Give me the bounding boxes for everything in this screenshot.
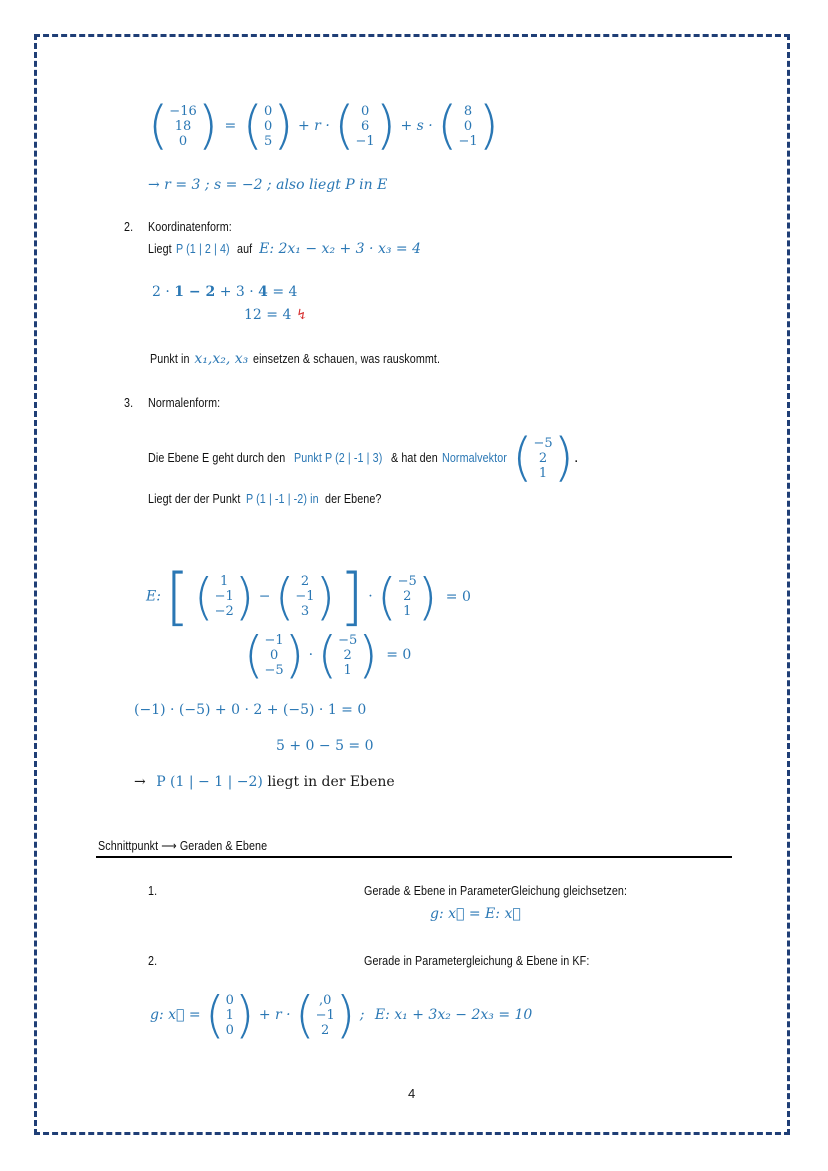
- dot-product-line: ( −1 0 −5 ) · ( −5 2 1 ) = 0: [244, 626, 412, 684]
- section2-title: Koordinatenform:: [148, 220, 232, 234]
- vector-b: ( 0 0 5 ): [242, 96, 294, 156]
- section3-question: Liegt der der Punkt P (1 | -1 | -2) in der Ebene?: [148, 492, 382, 506]
- section4-heading: Schnittpunkt ⟶ Geraden & Ebene: [98, 839, 268, 853]
- line-direction-vector: ( ,0 −1 2 ): [295, 986, 356, 1044]
- normal-form-equation: E: [ ( 1 −1 −2 ) − ( 2 −1 3 ) ] · ( −5 2 1 ) = 0: [146, 560, 471, 633]
- section2-statement: Liegt P (1 | 2 | 4) auf E: 2x₁ − x₂ + 3 · x₃ = 4: [148, 241, 421, 257]
- calc-line-1: 2 · 1 − 2 + 3 · 4 = 4: [152, 284, 298, 300]
- section2-number: 2.: [124, 220, 134, 234]
- section2-note: Punkt in x₁,x₂, x₃ einsetzen & schauen, was rauskommt.: [150, 351, 440, 367]
- item1-equation: g: x⃗ = E: x⃗: [430, 906, 521, 922]
- vector-v3: ( −5 2 1 ): [377, 567, 438, 626]
- item1-number: 1.: [148, 884, 158, 898]
- page-number: 4: [408, 1086, 416, 1101]
- section3-description: Die Ebene E geht durch den Punkt P (2 | -1 | 3) & hat den Normalvektor ( −5 2 1 ) .: [148, 428, 579, 488]
- item1-text: Gerade & Ebene in ParameterGleichung gleichsetzen:: [364, 884, 628, 898]
- vector-v1: ( 1 −1 −2 ): [194, 567, 255, 626]
- section3-title: Normalenform:: [148, 396, 221, 410]
- line-plane-equation: g: x⃗ = ( 0 1 0 ) + r · ( ,0 −1 2 ) ; E: x₁ + 3x₂ − 2x₃ = 10: [150, 986, 533, 1044]
- expanded-line: (−1) · (−5) + 0 · 2 + (−5) · 1 = 0: [134, 702, 367, 718]
- vector-v2: ( 2 −1 3 ): [274, 567, 336, 626]
- line-support-vector: ( 0 1 0 ): [205, 986, 255, 1044]
- normal-vector: ( −5 2 1 ): [512, 428, 574, 488]
- conclusion-line: → P (1 | − 1 | −2) liegt in der Ebene: [134, 774, 395, 790]
- heading-rule: [96, 856, 732, 858]
- vector-d: ( 8 0 −1 ): [437, 96, 499, 156]
- result-line: → r = 3 ; s = −2 ; also liegt P in E: [148, 177, 388, 193]
- vector-normal-2: ( −5 2 1 ): [317, 626, 378, 684]
- vector-diff: ( −1 0 −5 ): [244, 626, 305, 684]
- item2-text: Gerade in Parametergleichung & Ebene in KF:: [364, 954, 590, 968]
- vector-c: ( 0 6 −1 ): [334, 96, 396, 156]
- sum-line: 5 + 0 − 5 = 0: [276, 738, 374, 754]
- vector-a: ( −16 18 0 ): [148, 96, 219, 156]
- contradiction-icon: ↯: [295, 307, 308, 323]
- vector-equation: ( −16 18 0 ) = ( 0 0 5 ) + r · ( 0 6 −1 ) + s · ( 8 0 −1 ): [148, 96, 499, 156]
- item2-number: 2.: [148, 954, 158, 968]
- section3-number: 3.: [124, 396, 134, 410]
- calc-line-2: 12 = 4 ↯: [244, 307, 308, 323]
